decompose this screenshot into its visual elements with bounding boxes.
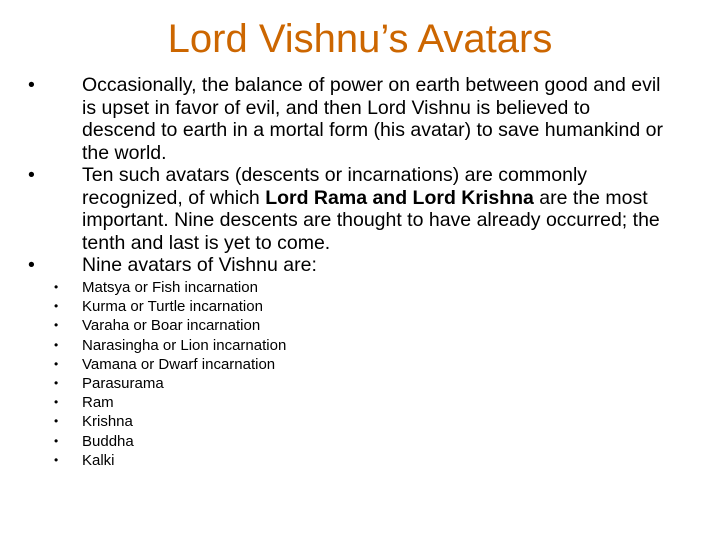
avatar-name: Parasurama [82, 375, 164, 393]
main-bullet-list [28, 74, 668, 277]
bullet-icon: • [54, 452, 59, 467]
bullet-text-pre: Ten such avatars (descents or incarnations) are commonly recognized, of which [82, 164, 588, 209]
list-item [54, 336, 554, 355]
avatar-name: Matsya or Fish incarnation [82, 279, 258, 296]
list-item [54, 355, 554, 374]
bullet-text-post: are the most important. Nine descents are thought to have already occurred; the tenth and last is yet to come. [82, 186, 660, 254]
bullet-icon: • [54, 356, 59, 371]
list-item [54, 393, 554, 412]
bullet-icon: • [54, 395, 59, 410]
list-item [54, 278, 554, 297]
bullet-icon: • [28, 164, 35, 186]
list-item [54, 451, 554, 470]
bullet-icon: • [54, 318, 59, 333]
slide-title: Lord Vishnu’s Avatars [167, 17, 553, 61]
bullet-icon: • [28, 254, 35, 276]
bullet-icon: • [54, 376, 59, 391]
avatar-name: Kalki [82, 451, 115, 469]
list-item [54, 412, 554, 431]
avatar-list [54, 278, 554, 470]
bullet-text-bold: Lord Rama and Lord Krishna [265, 186, 534, 209]
list-item [54, 316, 554, 335]
list-item [54, 432, 554, 451]
bullet-icon: • [28, 74, 35, 96]
bullet-item-nine-avatars [28, 254, 668, 277]
bullet-icon: • [54, 337, 59, 352]
avatar-name: Kurma or Turtle incarnation [82, 298, 263, 316]
bullet-icon: • [54, 433, 59, 448]
bullet-icon: • [54, 414, 59, 429]
avatar-name: Buddha [82, 432, 134, 450]
bullet-item-balance [28, 74, 668, 164]
avatar-name: Vamana or Dwarf incarnation [82, 355, 276, 373]
list-item [54, 297, 554, 316]
bullet-item-ten-avatars [28, 164, 668, 254]
avatar-name: Narasingha or Lion incarnation [82, 336, 287, 354]
list-item [54, 374, 554, 393]
avatar-name: Ram [82, 394, 114, 412]
bullet-text: Occasionally, the balance of power on earth between good and evil is upset in favor of evil, and then Lord Vishnu is believed to descend to earth in a mortal form (his avatar) to save humankind or the world. [82, 74, 663, 164]
bullet-icon: • [54, 280, 59, 294]
avatar-name: Krishna [82, 413, 133, 431]
bullet-text: Nine avatars of Vishnu are: [82, 254, 317, 276]
avatar-name: Varaha or Boar incarnation [82, 317, 261, 335]
bullet-icon: • [54, 299, 59, 314]
